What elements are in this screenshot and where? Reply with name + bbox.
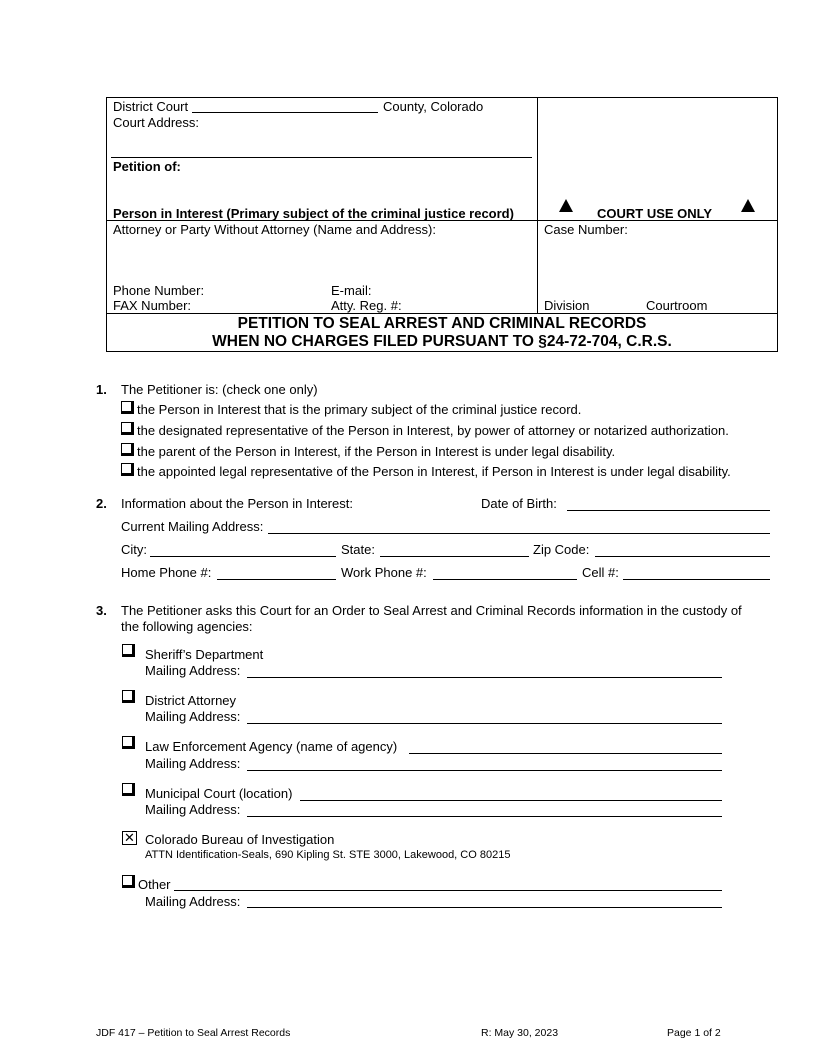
petition-of-label: Petition of: xyxy=(113,159,181,174)
agency-district-attorney-label: District Attorney xyxy=(145,693,237,708)
section1-number: 1. xyxy=(96,382,107,397)
caption-divider-vertical xyxy=(537,97,538,314)
document-title-line1: PETITION TO SEAL ARREST AND CRIMINAL RECORDS xyxy=(237,315,647,332)
checkbox-checked-icon-cbi[interactable]: ✕ xyxy=(122,831,137,845)
agency-law-enforcement-label: Law Enforcement Agency (name of agency) xyxy=(145,739,398,754)
court-address-field[interactable] xyxy=(111,157,532,158)
phone-number-label: Phone Number: xyxy=(113,283,205,298)
agency-municipal-court-label: Municipal Court (location) xyxy=(145,786,293,801)
district-court-label: District Court xyxy=(113,99,189,114)
other-name-field[interactable] xyxy=(174,890,722,891)
work-phone-label: Work Phone #: xyxy=(341,565,427,580)
mailing-address-label: Mailing Address: xyxy=(145,802,241,817)
caption-divider-title xyxy=(106,313,778,314)
arrow-up-icon-left xyxy=(559,199,573,212)
checkbox-icon[interactable] xyxy=(121,463,134,476)
footer-revision: R: May 30, 2023 xyxy=(481,1027,559,1039)
county-colorado-label: County, Colorado xyxy=(383,99,484,114)
fax-number-label: FAX Number: xyxy=(113,298,192,313)
district-attorney-mailing-field[interactable] xyxy=(247,723,722,724)
city-label: City: xyxy=(121,542,147,557)
attorney-label: Attorney or Party Without Attorney (Name and Address): xyxy=(113,222,436,237)
checkbox-icon-municipal-court[interactable] xyxy=(122,783,135,796)
dob-field[interactable] xyxy=(567,510,770,511)
law-enforcement-name-field[interactable] xyxy=(409,753,722,754)
mailing-address-label: Current Mailing Address: xyxy=(121,519,264,534)
option-label: the designated representative of the Person in Interest, by power of attorney or notarized authorization. xyxy=(137,423,729,438)
mailing-address-label: Mailing Address: xyxy=(145,709,241,724)
courtroom-label: Courtroom xyxy=(646,298,708,313)
division-label: Division xyxy=(544,298,590,313)
atty-reg-label: Atty. Reg. #: xyxy=(331,298,402,313)
city-field[interactable] xyxy=(150,556,336,557)
zip-field[interactable] xyxy=(595,556,770,557)
checkbox-icon-sheriff[interactable] xyxy=(122,644,135,657)
option-label: the appointed legal representative of the Person in Interest, if Person in Interest is under legal disability. xyxy=(137,464,731,479)
section2-number: 2. xyxy=(96,496,107,511)
home-phone-label: Home Phone #: xyxy=(121,565,212,580)
sheriff-mailing-field[interactable] xyxy=(247,677,722,678)
home-phone-field[interactable] xyxy=(217,579,336,580)
agency-other-label: Other xyxy=(138,877,171,892)
section3-text-line1: The Petitioner asks this Court for an Order to Seal Arrest and Criminal Records information in the custody of xyxy=(121,603,742,618)
state-field[interactable] xyxy=(380,556,529,557)
checkbox-icon[interactable] xyxy=(121,422,134,435)
county-field[interactable] xyxy=(192,112,378,113)
mailing-address-label: Mailing Address: xyxy=(145,663,241,678)
court-use-only-label: COURT USE ONLY xyxy=(597,206,713,221)
checkbox-icon[interactable] xyxy=(121,443,134,456)
cell-field[interactable] xyxy=(623,579,770,580)
email-label: E-mail: xyxy=(331,283,372,298)
state-label: State: xyxy=(341,542,375,557)
municipal-court-location-field[interactable] xyxy=(300,800,722,801)
mailing-address-label: Mailing Address: xyxy=(145,894,241,909)
checkbox-icon-law-enforcement[interactable] xyxy=(122,736,135,749)
cell-label: Cell #: xyxy=(582,565,619,580)
section2-heading: Information about the Person in Interest: xyxy=(121,496,353,511)
mailing-address-label: Mailing Address: xyxy=(145,756,241,771)
document-title-line2: WHEN NO CHARGES FILED PURSUANT TO §24-72-704, C.R.S. xyxy=(212,333,672,350)
dob-label: Date of Birth: xyxy=(481,496,557,511)
section3-text-line2: the following agencies: xyxy=(121,619,253,634)
section1-heading: The Petitioner is: (check one only) xyxy=(121,382,318,397)
checkbox-icon-district-attorney[interactable] xyxy=(122,690,135,703)
option-label: the Person in Interest that is the primary subject of the criminal justice record. xyxy=(137,402,582,417)
person-in-interest-label: Person in Interest (Primary subject of the criminal justice record) xyxy=(113,206,514,221)
case-number-label: Case Number: xyxy=(544,222,628,237)
court-address-label: Court Address: xyxy=(113,115,199,130)
agency-sheriff-label: Sheriff’s Department xyxy=(145,647,264,662)
law-enforcement-mailing-field[interactable] xyxy=(247,770,722,771)
checkbox-icon[interactable] xyxy=(121,401,134,414)
checkbox-icon-other[interactable] xyxy=(122,875,135,888)
cbi-address: ATTN Identification-Seals, 690 Kipling St. STE 3000, Lakewood, CO 80215 xyxy=(145,849,511,861)
footer-page-number: Page 1 of 2 xyxy=(667,1027,721,1039)
other-mailing-field[interactable] xyxy=(247,907,722,908)
option-label: the parent of the Person in Interest, if the Person in Interest is under legal disability. xyxy=(137,444,616,459)
footer-form-id: JDF 417 – Petition to Seal Arrest Records xyxy=(96,1027,291,1039)
zip-label: Zip Code: xyxy=(533,542,590,557)
arrow-up-icon-right xyxy=(741,199,755,212)
agency-cbi-label: Colorado Bureau of Investigation xyxy=(145,832,335,847)
work-phone-field[interactable] xyxy=(433,579,577,580)
municipal-court-mailing-field[interactable] xyxy=(247,816,722,817)
section3-number: 3. xyxy=(96,603,107,618)
mailing-address-field[interactable] xyxy=(268,533,770,534)
